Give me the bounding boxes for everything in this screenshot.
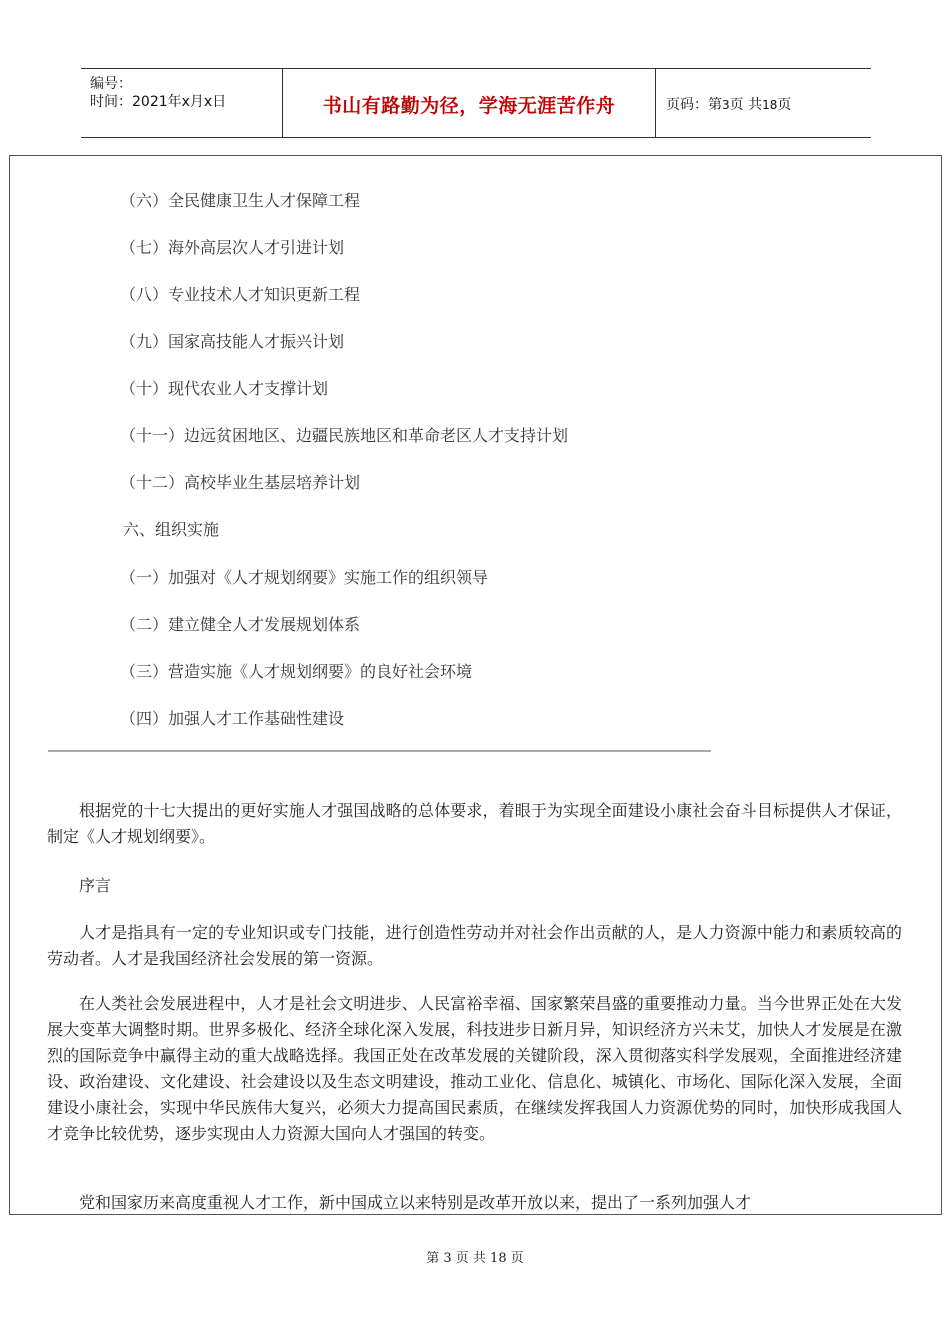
toc-item: （三）营造实施《人才规划纲要》的良好社会环境: [120, 662, 473, 681]
toc-item: （二）建立健全人才发展规划体系: [120, 615, 361, 634]
toc-item: （四）加强人才工作基础性建设: [120, 709, 345, 728]
date-label: 时间：2021年x月x日: [90, 94, 227, 110]
body-paragraph: 人才是指具有一定的专业知识或专门技能，进行创造性劳动并对社会作出贡献的人，是人力资源中能力和素质较高的劳动者。人才是我国经济社会发展的第一资源。: [47, 923, 902, 968]
toc-item: （八）专业技术人才知识更新工程: [120, 285, 361, 304]
motto: 书山有路勤为径，学海无涯苦作舟: [322, 95, 616, 117]
header-motto-cell: [283, 69, 656, 137]
page-total: 18: [762, 98, 778, 112]
page-current: 3: [722, 98, 730, 112]
serial-label: 编号：: [90, 76, 132, 92]
page-prefix: 页码：第: [666, 97, 722, 113]
toc-section-heading: 六、组织实施: [123, 520, 220, 539]
header-page-cell: [656, 69, 871, 137]
page-mid: 页 共: [729, 97, 763, 113]
page-footer: 第 3 页 共 18 页: [426, 1251, 524, 1266]
content-frame: [9, 155, 942, 1215]
toc-item: （六）全民健康卫生人才保障工程: [120, 191, 361, 210]
header-table: [81, 68, 871, 138]
toc-item: （十二）高校毕业生基层培养计划: [120, 473, 361, 492]
page-indicator: [666, 94, 791, 114]
toc-item: （十）现代农业人才支撑计划: [120, 379, 329, 398]
body-paragraph: 在人类社会发展进程中，人才是社会文明进步、人民富裕幸福、国家繁荣昌盛的重要推动力量。当今世界正处在大发展大变革大调整时期。世界多极化、经济全球化深入发展，科技进步日新月异，知识经济方兴未艾，加快人才发展是在激烈的国际竞争中赢得主动的重大战略选择。我国正处在改革发展的关键阶段，深入贯彻落实科学发展观，全面推进经济建设、政治建设、文化建设、社会建设以及生态文明建设，推动工业化、信息化、城镇化、市场化、国际化深入发展，全面建设小康社会，实现中华民族伟大复兴，必须大力提高国民素质，在继续发挥我国人力资源优势的同时，加快形成我国人才竞争比较优势，逐步实现由人力资源大国向人才强国的转变。: [47, 994, 902, 1143]
page-suffix: 页: [777, 97, 792, 113]
preface-heading: 序言: [79, 876, 112, 895]
toc-item: （九）国家高技能人才振兴计划: [120, 332, 345, 351]
toc-item: （一）加强对《人才规划纲要》实施工作的组织领导: [120, 568, 489, 587]
header-meta-cell: [81, 69, 283, 137]
intro-paragraph: 根据党的十七大提出的更好实施人才强国战略的总体要求，着眼于为实现全面建设小康社会奋斗目标提供人才保证，制定《人才规划纲要》。: [47, 801, 902, 846]
toc-item: （七）海外高层次人才引进计划: [120, 238, 345, 257]
toc-item: （十一）边远贫困地区、边疆民族地区和革命老区人才支持计划: [120, 426, 569, 445]
section-divider: [48, 750, 711, 752]
body-paragraph: 党和国家历来高度重视人才工作，新中国成立以来特别是改革开放以来，提出了一系列加强人才: [79, 1193, 752, 1212]
